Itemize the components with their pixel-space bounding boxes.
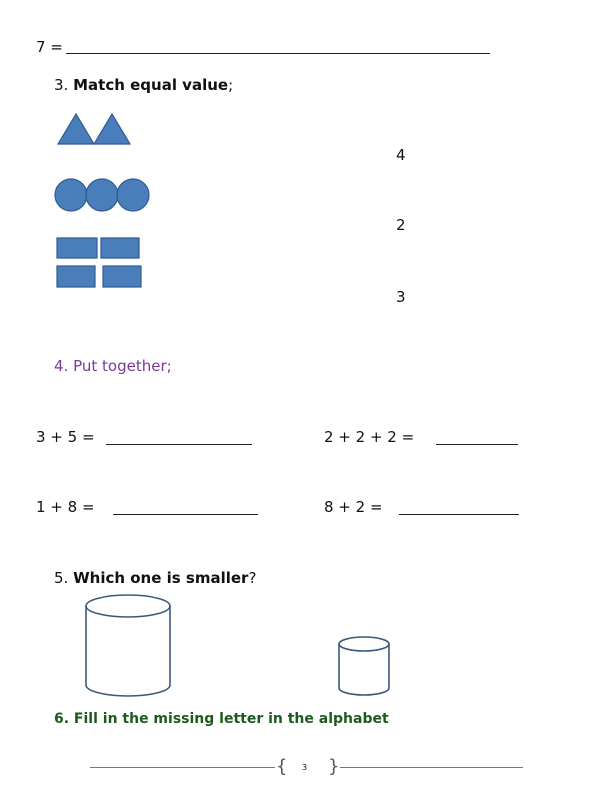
circle-shape — [86, 179, 118, 211]
match-value-2[interactable]: 2 — [396, 216, 406, 234]
three-circles — [54, 177, 152, 213]
large-cylinder[interactable] — [84, 593, 174, 699]
q3-punct: ; — [228, 76, 234, 94]
sum-1-plus-8-answer-line[interactable] — [113, 514, 258, 515]
q4-heading: 4. Put together; — [54, 357, 172, 375]
triangle-shape — [94, 114, 130, 144]
top-equation-answer-line[interactable] — [66, 53, 490, 54]
sum-8-plus-2: 8 + 2 = — [324, 498, 383, 516]
footer-brace-left-icon: { — [276, 756, 288, 777]
sum-2-plus-2-plus-2: 2 + 2 + 2 = — [324, 428, 415, 446]
top-equation-label: 7 = — [36, 38, 63, 56]
rectangle-shape — [103, 266, 141, 287]
circle-shape — [117, 179, 149, 211]
footer-rule-right — [340, 767, 523, 768]
rectangle-shape — [57, 266, 95, 287]
sum-1-plus-8: 1 + 8 = — [36, 498, 95, 516]
q3-heading — [54, 76, 233, 94]
sum-3-plus-5: 3 + 5 = — [36, 428, 95, 446]
footer-brace-right-icon: } — [328, 756, 340, 777]
q3-number: 3. — [54, 76, 69, 94]
page-number: 3 — [302, 763, 308, 772]
four-rectangles — [55, 236, 145, 290]
circle-shape — [55, 179, 87, 211]
sum-2-plus-2-plus-2-answer-line[interactable] — [436, 444, 518, 445]
q5-number: 5. — [54, 569, 69, 587]
two-triangles — [56, 112, 134, 146]
footer-rule-left — [90, 767, 275, 768]
sum-8-plus-2-answer-line[interactable] — [399, 514, 519, 515]
sum-3-plus-5-answer-line[interactable] — [106, 444, 252, 445]
small-cylinder[interactable] — [337, 636, 393, 698]
q6-heading: 6. Fill in the missing letter in the alphabet — [54, 711, 389, 727]
rectangle-shape — [101, 238, 139, 258]
q5-title: Which one is smaller — [73, 569, 249, 587]
rectangle-shape — [57, 238, 97, 258]
match-value-3[interactable]: 3 — [396, 288, 406, 306]
q5-heading — [54, 569, 256, 587]
q3-title: Match equal value — [73, 76, 229, 94]
q5-punct: ? — [248, 569, 257, 587]
match-value-4[interactable]: 4 — [396, 146, 406, 164]
triangle-shape — [58, 114, 94, 144]
